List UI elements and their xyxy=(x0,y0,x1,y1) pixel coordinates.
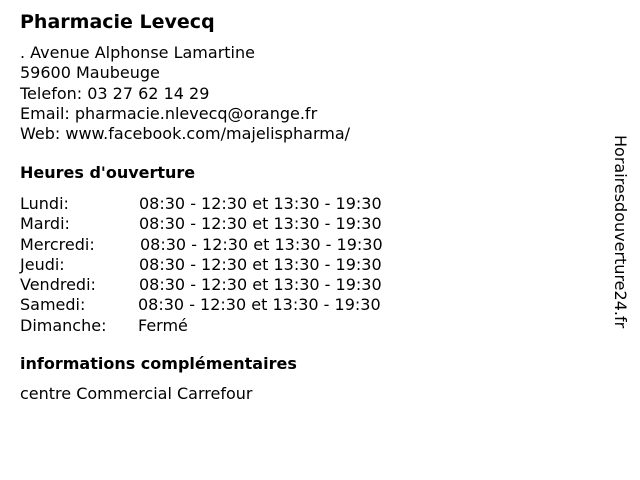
address-line-2: 59600 Maubeuge xyxy=(20,63,160,83)
web-link[interactable]: www.facebook.com/majelispharma/ xyxy=(65,124,351,144)
email-line xyxy=(20,104,350,124)
day-hours: 08:30 - 12:30 et 13:30 - 19:30 xyxy=(138,295,381,315)
day-label: Mercredi: xyxy=(20,234,95,254)
day-hours: 08:30 - 12:30 et 13:30 - 19:30 xyxy=(139,254,382,274)
address-line-1: . Avenue Alphonse Lamartine xyxy=(20,43,255,62)
contact-block xyxy=(20,43,350,144)
info-text: centre Commercial Carrefour xyxy=(20,384,253,403)
day-label: Mardi: xyxy=(20,214,70,234)
day-label: Samedi: xyxy=(20,295,86,315)
info-heading: informations complémentaires xyxy=(20,354,297,373)
pharmacy-name: Pharmacie Levecq xyxy=(20,11,215,33)
day-label: Lundi: xyxy=(20,194,69,213)
hours-heading: Heures d'ouverture xyxy=(20,163,196,182)
email-label: Email: xyxy=(20,103,70,123)
site-watermark: Horairesdouverture24.fr xyxy=(611,135,630,329)
phone-number[interactable]: 03 27 62 14 29 xyxy=(87,83,210,103)
email-address[interactable]: pharmacie.nlevecq@orange.fr xyxy=(74,103,318,123)
day-hours: 08:30 - 12:30 et 13:30 - 19:30 xyxy=(139,214,382,234)
web-line xyxy=(20,124,350,144)
day-hours: Fermé xyxy=(138,315,188,335)
day-label: Dimanche: xyxy=(20,315,107,335)
phone-label: Telefon: xyxy=(20,83,83,103)
day-label: Jeudi: xyxy=(20,254,65,274)
day-hours: 08:30 - 12:30 et 13:30 - 19:30 xyxy=(139,194,382,213)
day-label: Vendredi: xyxy=(20,275,96,295)
phone-line xyxy=(20,84,350,104)
web-label: Web: xyxy=(20,124,61,144)
day-hours: 08:30 - 12:30 et 13:30 - 19:30 xyxy=(139,275,382,295)
day-hours: 08:30 - 12:30 et 13:30 - 19:30 xyxy=(140,234,383,254)
